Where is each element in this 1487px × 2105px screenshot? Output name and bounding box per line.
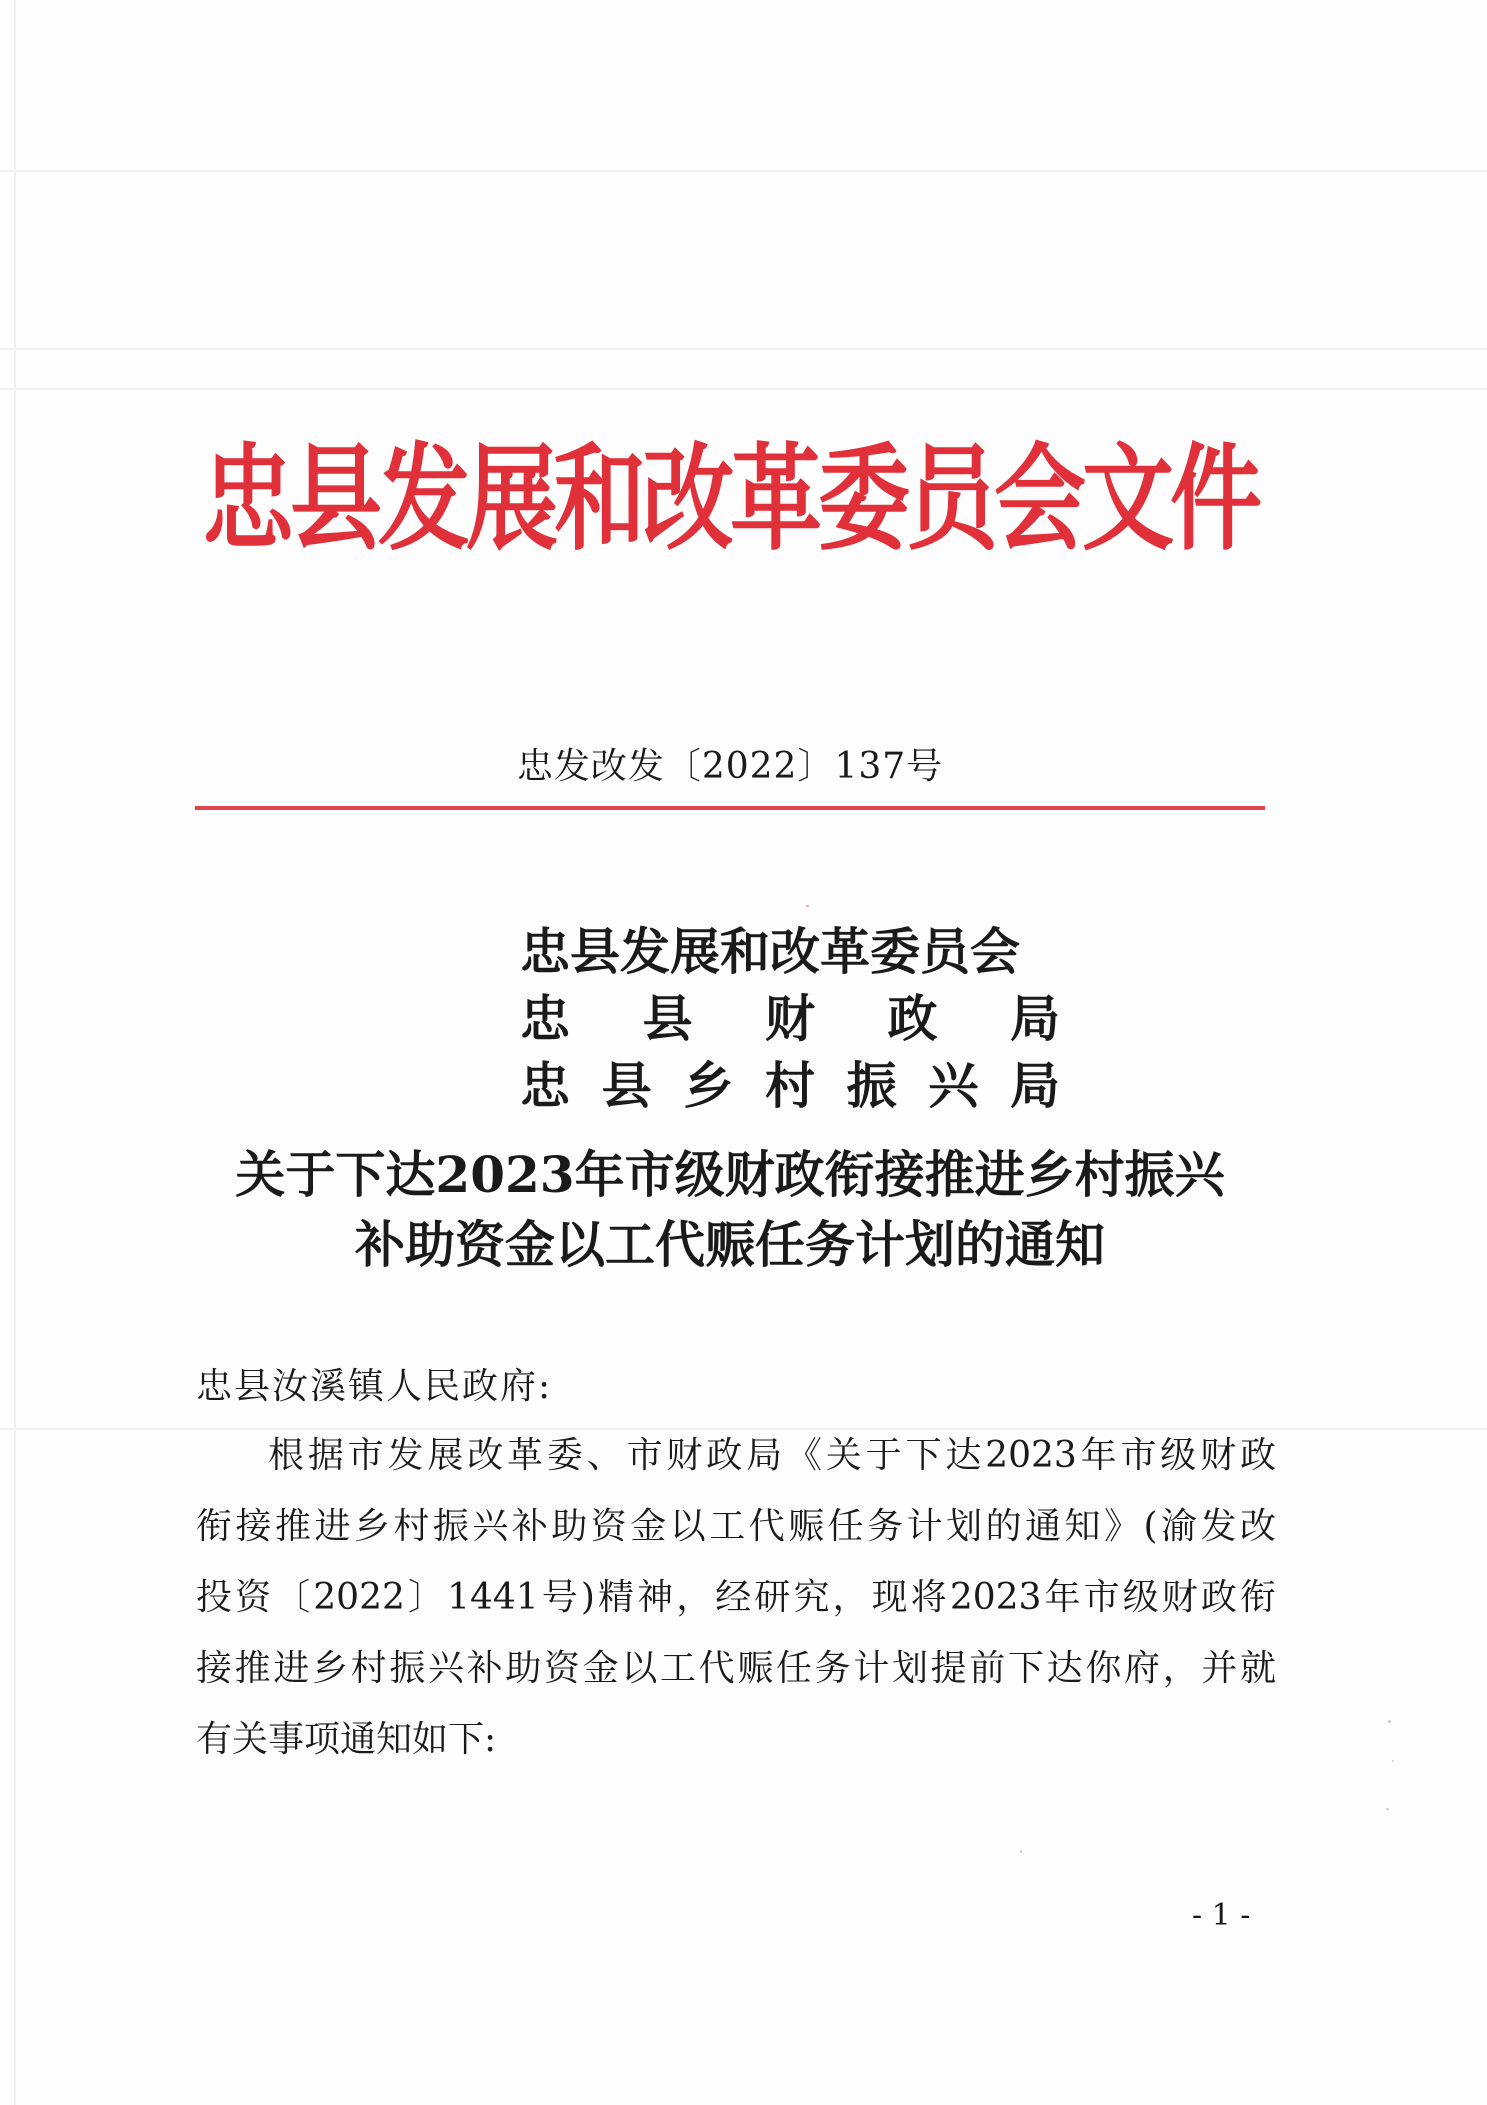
scan-speck xyxy=(1020,1850,1022,1853)
notice-title-line: 关于下达2023年市级财政衔接推进乡村振兴 xyxy=(235,1145,1225,1204)
body-paragraph xyxy=(196,1420,1276,1775)
scan-artifact xyxy=(0,348,1487,350)
scan-speck xyxy=(1386,1808,1389,1810)
issuing-agencies xyxy=(520,918,1060,1119)
scan-artifact xyxy=(0,170,1487,172)
notice-title xyxy=(150,1140,1310,1280)
scan-artifact xyxy=(14,0,16,2105)
body-line: 根据市发展改革委、市财政局《关于下达2023年市级财政 xyxy=(268,1435,1276,1476)
body-line: 投资〔2022〕1441号)精神，经研究，现将2023年市级财政衔 xyxy=(196,1577,1276,1618)
body-line: 接推进乡村振兴补助资金以工代赈任务计划提前下达你府，并就 xyxy=(196,1648,1276,1689)
scan-speck xyxy=(1388,1720,1391,1723)
masthead-title: 忠县发展和改革委员会文件 xyxy=(201,432,1258,566)
notice-title-line: 补助资金以工代赈任务计划的通知 xyxy=(355,1215,1105,1274)
document-number: 忠发改发〔2022〕137号 xyxy=(516,746,944,787)
body-line: 有关事项通知如下: xyxy=(196,1719,497,1760)
red-divider xyxy=(195,806,1265,810)
body-line: 衔接推进乡村振兴补助资金以工代赈任务计划的通知》(渝发改 xyxy=(196,1506,1276,1547)
issuer-development-reform: 忠县发展和改革委员会 xyxy=(520,922,1020,981)
issuer-finance-bureau: 忠县财政局 xyxy=(520,989,1060,1048)
scan-speck xyxy=(1392,1760,1394,1762)
issuer-rural-revitalization: 忠县乡村振兴局 xyxy=(520,1056,1060,1115)
scan-artifact xyxy=(0,388,1487,390)
page-number: - 1 - xyxy=(1192,1898,1251,1933)
addressee: 忠县汝溪镇人民政府: xyxy=(196,1366,553,1407)
scan-speck xyxy=(806,905,809,907)
